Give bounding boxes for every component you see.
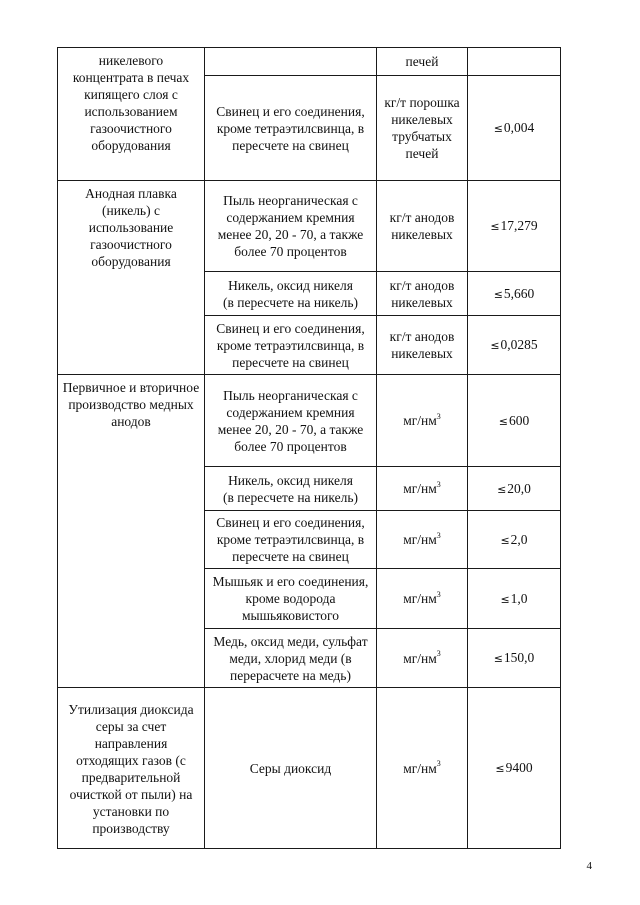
emissions-table-body — [58, 48, 561, 849]
value-cell — [468, 375, 561, 467]
less-or-equal-symbol: ≤ — [493, 652, 503, 665]
value-text: 9400 — [505, 760, 533, 775]
unit-text: кг/т анодов никелевых — [389, 277, 455, 310]
unit-text: кг/т анодов никелевых — [389, 210, 455, 242]
less-or-equal-symbol: ≤ — [497, 482, 507, 496]
value-cell — [468, 76, 561, 181]
less-or-equal-symbol: ≤ — [495, 762, 505, 775]
unit-text: мг/нм — [403, 481, 437, 496]
unit-text: печей — [405, 54, 439, 69]
value-text: 2,0 — [510, 531, 528, 547]
substance-cell: Никель, оксид никеля (в пересчете на никель) — [205, 467, 377, 511]
value-text: 1,0 — [510, 590, 528, 606]
substance-cell — [205, 48, 377, 76]
value-cell — [468, 569, 561, 629]
value-text: 17,279 — [500, 218, 538, 233]
unit-superscript: 3 — [436, 530, 441, 540]
unit-text: мг/нм — [403, 650, 437, 666]
value-cell — [468, 511, 561, 569]
substance-cell: Серы диоксид — [205, 688, 377, 849]
less-or-equal-symbol: ≤ — [493, 122, 503, 135]
activity-cell: Анодная плавка (никель) с использование газоочистного оборудования — [58, 181, 205, 375]
table-row — [58, 48, 561, 76]
unit-cell — [377, 375, 468, 467]
unit-cell — [377, 629, 468, 688]
unit-cell — [377, 688, 468, 849]
less-or-equal-symbol: ≤ — [498, 414, 508, 428]
value-text: 20,0 — [507, 480, 531, 496]
emissions-table — [57, 47, 561, 849]
less-or-equal-symbol: ≤ — [500, 592, 510, 606]
value-text: 0,0285 — [500, 337, 538, 352]
unit-text: мг/нм — [403, 532, 437, 547]
activity-cell: Первичное и вторичное производство медных анодов — [58, 375, 205, 688]
unit-superscript: 3 — [436, 479, 441, 489]
substance-cell: Свинец и его соединения, кроме тетраэтилсвинца, в пересчете на свинец — [205, 76, 377, 181]
page-number: 4 — [586, 860, 592, 872]
substance-cell: Мышьяк и его соединения, кроме водорода мышьяковистого — [205, 569, 377, 629]
value-text: 0,004 — [503, 120, 535, 135]
unit-superscript: 3 — [436, 649, 441, 658]
unit-cell — [377, 76, 468, 181]
value-cell — [468, 181, 561, 272]
less-or-equal-symbol: ≤ — [490, 220, 500, 233]
value-text: 5,660 — [503, 285, 535, 301]
less-or-equal-symbol: ≤ — [500, 533, 510, 547]
substance-cell: Свинец и его соединения, кроме тетраэтилсвинца, в пересчете на свинец — [205, 511, 377, 569]
substance-cell: Пыль неорганическая с содержанием кремния менее 20, 20 - 70, а также более 70 процентов — [205, 375, 377, 467]
unit-text: мг/нм — [403, 591, 437, 606]
value-cell — [468, 629, 561, 688]
unit-text: кг/т анодов никелевых — [389, 329, 455, 361]
value-cell — [468, 48, 561, 76]
less-or-equal-symbol: ≤ — [490, 339, 500, 352]
table-row — [58, 375, 561, 467]
value-cell — [468, 467, 561, 511]
unit-cell — [377, 467, 468, 511]
activity-cell: никелевого концентрата в печах кипящего слоя с использованием газоочистного оборудования — [58, 48, 205, 181]
unit-text: мг/нм — [403, 760, 437, 776]
unit-cell — [377, 316, 468, 375]
substance-cell: Пыль неорганическая с содержанием кремния менее 20, 20 - 70, а также более 70 процентов — [205, 181, 377, 272]
substance-cell: Никель, оксид никеля (в пересчете на никель) — [205, 272, 377, 316]
unit-cell — [377, 272, 468, 316]
substance-cell: Медь, оксид меди, сульфат меди, хлорид меди (в перерасчете на медь) — [205, 629, 377, 688]
unit-text: мг/нм — [403, 413, 437, 428]
unit-cell — [377, 181, 468, 272]
value-cell — [468, 316, 561, 375]
value-cell — [468, 272, 561, 316]
table-row — [58, 688, 561, 849]
activity-cell: Утилизация диоксида серы за счет направления отходящих газов (с предварительной очисткой от пыли) на установки по производству — [58, 688, 205, 849]
unit-text: кг/т порошка никелевых трубчатых печей — [384, 95, 460, 161]
value-text: 600 — [508, 412, 530, 428]
table-row — [58, 181, 561, 272]
value-text: 150,0 — [503, 650, 535, 665]
unit-cell — [377, 569, 468, 629]
unit-superscript: 3 — [436, 589, 441, 599]
unit-superscript: 3 — [436, 411, 441, 421]
substance-cell: Свинец и его соединения, кроме тетраэтилсвинца, в пересчете на свинец — [205, 316, 377, 375]
unit-superscript: 3 — [436, 759, 441, 768]
unit-cell — [377, 48, 468, 76]
unit-cell — [377, 511, 468, 569]
value-cell — [468, 688, 561, 849]
less-or-equal-symbol: ≤ — [493, 287, 503, 301]
